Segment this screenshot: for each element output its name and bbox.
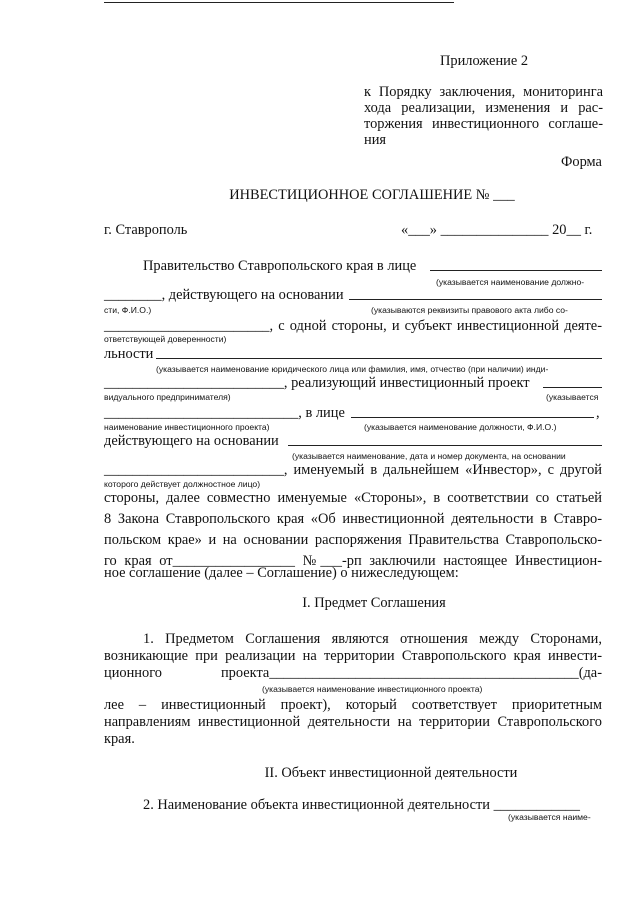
preamble-line: польском крае» и на основании распоряжения Правительства Ставропольско-: [104, 532, 602, 548]
fill-line: [543, 387, 602, 388]
top-rule: [104, 2, 454, 3]
preamble-line: го края от_________________ №___-рп заключили настоящее Инвестицион-: [104, 553, 602, 569]
paragraph-line: возникающие при реализации на территории Ставропольского края инвести-: [104, 648, 602, 664]
preamble-line: ное соглашение (далее – Соглашение) о нижеследующем:: [104, 565, 459, 581]
form-label: Форма: [561, 154, 602, 170]
preamble-line: ___________________________, в лице: [104, 405, 345, 421]
hint-text: (указывается наиме-: [508, 812, 591, 822]
appendix-line: хода реализации, изменения и рас-: [364, 100, 603, 116]
hint-text: которого действует должностное лицо): [104, 479, 261, 489]
preamble-line: ________, действующего на основании: [104, 287, 344, 303]
hint-text: (указывается наименование должности, Ф.И.О.): [364, 422, 557, 432]
fill-line: [349, 299, 602, 300]
preamble-line: _________________________, именуемый в дальнейшем «Инвестор», с другой: [104, 462, 602, 478]
preamble-line: ,: [596, 405, 600, 421]
appendix-line: к Порядку заключения, мониторинга: [364, 84, 603, 100]
paragraph-line: направлениям инвестиционной деятельности на территории Ставропольского: [104, 714, 602, 730]
appendix-title: Приложение 2: [440, 53, 529, 69]
preamble-line: стороны, далее совместно именуемые «Стороны», в соответствии со статьей: [104, 490, 602, 506]
fill-line: [288, 445, 602, 446]
hint-text: ответствующей доверенности): [104, 334, 227, 344]
hint-text: наименование инвестиционного проекта): [104, 422, 270, 432]
paragraph-line: края.: [104, 731, 135, 747]
paragraph-line: ционного проекта___________________________________________(да-: [104, 665, 602, 681]
preamble-line: льности: [104, 346, 154, 362]
city: г. Ставрополь: [104, 222, 188, 238]
hint-text: (указывается наименование, дата и номер документа, на основании: [292, 451, 566, 461]
paragraph-line: 1. Предметом Соглашения являются отношения между Сторонами,: [143, 631, 602, 647]
fill-line: [430, 270, 602, 271]
fill-line: [156, 358, 602, 359]
hint-text: (указывается наименование должно-: [436, 277, 585, 287]
preamble-line: _______________________, с одной стороны, и субъект инвестиционной деяте-: [104, 318, 602, 334]
appendix-line: торжения инвестиционного соглаше-: [364, 116, 603, 132]
document-title: ИНВЕСТИЦИОННОЕ СОГЛАШЕНИЕ № ___: [229, 187, 515, 203]
preamble-line: 8 Закона Ставропольского края «Об инвестиционной деятельности в Ставро-: [104, 511, 602, 527]
preamble-line: действующего на основании: [104, 433, 279, 449]
section-heading: I. Предмет Соглашения: [302, 595, 446, 611]
fill-line: [351, 417, 594, 418]
hint-text: видуального предпринимателя): [104, 392, 231, 402]
paragraph-line: 2. Наименование объекта инвестиционной деятельности ____________: [143, 797, 580, 813]
agreement-date: «___» _______________ 20__ г.: [401, 222, 593, 238]
hint-text: (указывается наименование юридического лица или фамилия, имя, отчество (при наличии) инди-: [156, 364, 549, 374]
paragraph-line: лее – инвестиционный проект), который соответствует приоритетным: [104, 697, 602, 713]
hint-text: (указывается: [546, 392, 599, 402]
section-heading: II. Объект инвестиционной деятельности: [264, 765, 518, 781]
hint-text: сти, Ф.И.О.): [104, 305, 152, 315]
hint-text: (указывается наименование инвестиционного проекта): [262, 684, 483, 694]
appendix-line: ния: [364, 132, 387, 148]
preamble-line: Правительство Ставропольского края в лице: [143, 258, 417, 274]
preamble-line: _________________________, реализующий инвестиционный проект: [104, 375, 530, 391]
hint-text: (указываются реквизиты правового акта либо со-: [371, 305, 568, 315]
